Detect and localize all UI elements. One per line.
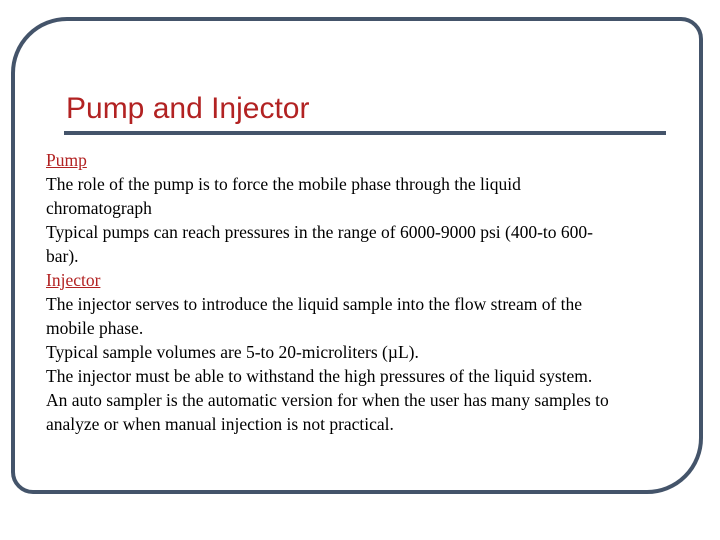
body-line: Typical pumps can reach pressures in the range of 6000-9000 psi (400-to 600- xyxy=(46,222,593,242)
body-line: The injector must be able to withstand the high pressures of the liquid system. xyxy=(46,366,593,386)
slide-title: Pump and Injector xyxy=(66,92,310,125)
body-line: The role of the pump is to force the mobile phase through the liquid xyxy=(46,174,521,194)
body-line: analyze or when manual injection is not practical. xyxy=(46,414,394,434)
section-heading-injector: Injector xyxy=(46,270,101,290)
body-line: bar). xyxy=(46,246,79,266)
section-heading-pump: Pump xyxy=(46,150,87,170)
body-line: Typical sample volumes are 5-to 20-microliters (µL). xyxy=(46,342,419,362)
body-line: An auto sampler is the automatic version for when the user has many samples to xyxy=(46,390,609,410)
body-line: The injector serves to introduce the liquid sample into the flow stream of the xyxy=(46,294,583,314)
body-line: mobile phase. xyxy=(46,318,144,338)
body-line: chromatograph xyxy=(46,198,152,218)
slide-body xyxy=(46,148,696,436)
title-underline-rule xyxy=(64,131,666,135)
